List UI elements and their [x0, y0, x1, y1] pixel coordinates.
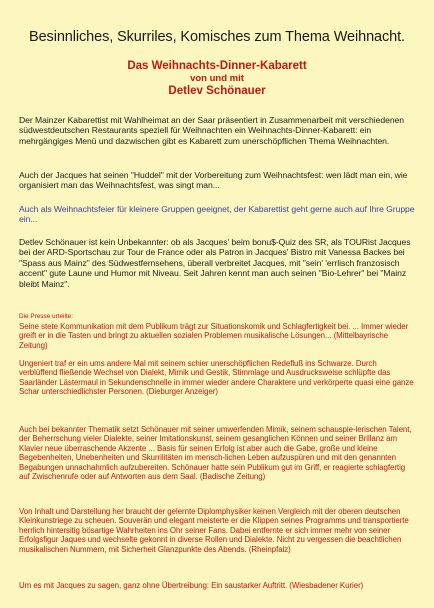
groups-paragraph: Auch als Weihnachtsfeier für kleinere Gruppen geeignet, der Kabarettist geht gerne auch auf Ihre Gruppe ein...	[19, 204, 415, 225]
press-quote: Auch bei bekannter Thematik setzt Schönauer mit seiner umwerfenden Mimik, seinem schauspie-lerischen Talent, der Beherrschung vieler Dialekte, seiner Imitationskunst, seinem gesanglichen Können und seiner Brillanz am Klavier neue überraschende Akzente ... Basis für seinen Erfolg ist aber auch die Gabe, große und kleine Begebenheiten, Unebenheiten und Skurrilitäten im mensch-lichen Leben aufzuspüren und mit den genannten Begabungen unnachahmlich aufzubereiten. Schönauer hatte sein Publikum gut im Griff, er reagierte schlagfertig auf Zwischenrufe oder auf Antworten aus dem Saal. (Badische Zeitung)	[19, 425, 412, 482]
jacques-paragraph: Auch der Jacques hat seinen "Huddel" mit der Vorbereitung zum Weihnachtsfest: wen lädt man ein, wie organisiert man das Weihnachtsfest, was singt man...	[19, 170, 408, 191]
performer-name: Detlev Schönauer	[168, 85, 266, 97]
press-quote: Seine stete Kommunikation mit dem Publikum trägt zur Situationskomik und Schlagfertigkeit bei. ... Immer wieder greift er in die Tasten und bringt zu aktuellen sozialen Problemen musikalische Lösungen... (Mittelbayrische Zeitung)	[19, 322, 409, 350]
press-quote: Um es mit Jacques zu sagen, ganz ohne Übertreibung: Ein saustarker Auftritt. (Wiesbadener Kurier)	[19, 581, 364, 590]
press-quote: Von Inhalt und Darstellung her braucht der gelernte Diplomphysiker keinen Vergleich mit der oberen deutschen Kleinkunstriege zu scheuen. Souverän und elegant meisterte er die Klippen seines Programms und transportierte herrlich hintersitig bösartige Wahrheiten ins Ohr seiner Fans. Dabei entfernte er sich immer mehr von seiner Erfolgsfigur Jaques und wechselte gekonnt in diverse Rollen und Dialekte. Nicht zu vergessen die beachtlichen musikalischen Nummern, mit Sicherheit Glanzpunkte des Abends. (Rheinpfalz)	[19, 507, 409, 554]
press-quote: Ungeniert traf er ein ums andere Mal mit seinem schier unerschöpflichen Redefluß ins Schwarze. Durch verblüffend fließende Wechsel von Dialekt, Mimik und Gestik, Stimmlage und Ausdrucksweise schlüpfte das Saarländer Lästermaul in Sekundenschnelle in immer wieder andere Charaktere und verkörperte quasi eine ganze Schar unterschiedlichster Personen. (Dieburger Anzeiger)	[19, 359, 414, 397]
event-subtitle: von und mit	[190, 73, 244, 84]
page-heading: Besinnliches, Skurriles, Komisches zum Thema Weihnacht.	[29, 29, 405, 45]
intro-paragraph: Der Mainzer Kabarettist mit Wahlheimat an der Saar präsentiert in Zusammenarbeit mit verschiedenen südwestdeutschen Restaurants speziell für Weihnachten ein Weihnachts-Dinner-Kabarett: ein mehrgängiges Menü und dazwischen gibt es Kabarett zum unerschöpflichen Thema Weihnachten.	[19, 115, 405, 146]
biography-paragraph: Detlev Schönauer ist kein Unbekannter: ob als Jacques' beim bonu$-Quiz des SR, als TOURist Jacques bei der ARD-Sportschau zur Tour de France oder als Patron in Jacques' Bistro mit Vanessa Backes bei "Spass aus Mainz" des Südwestfernsehens, überall verbreitet Jacques, mit "sein' 'errlisch franzosisch accent" gute Laune und Humor mit Niveau. Seit Jahren kennt man auch seinen "Bio-Lehrer" bei "Mainz bleibt Mainz".	[19, 237, 411, 289]
event-title-block	[0, 59, 434, 98]
press-label: Die Presse urteilte:	[19, 313, 73, 320]
event-title: Das Weihnachts-Dinner-Kabarett	[127, 60, 307, 72]
